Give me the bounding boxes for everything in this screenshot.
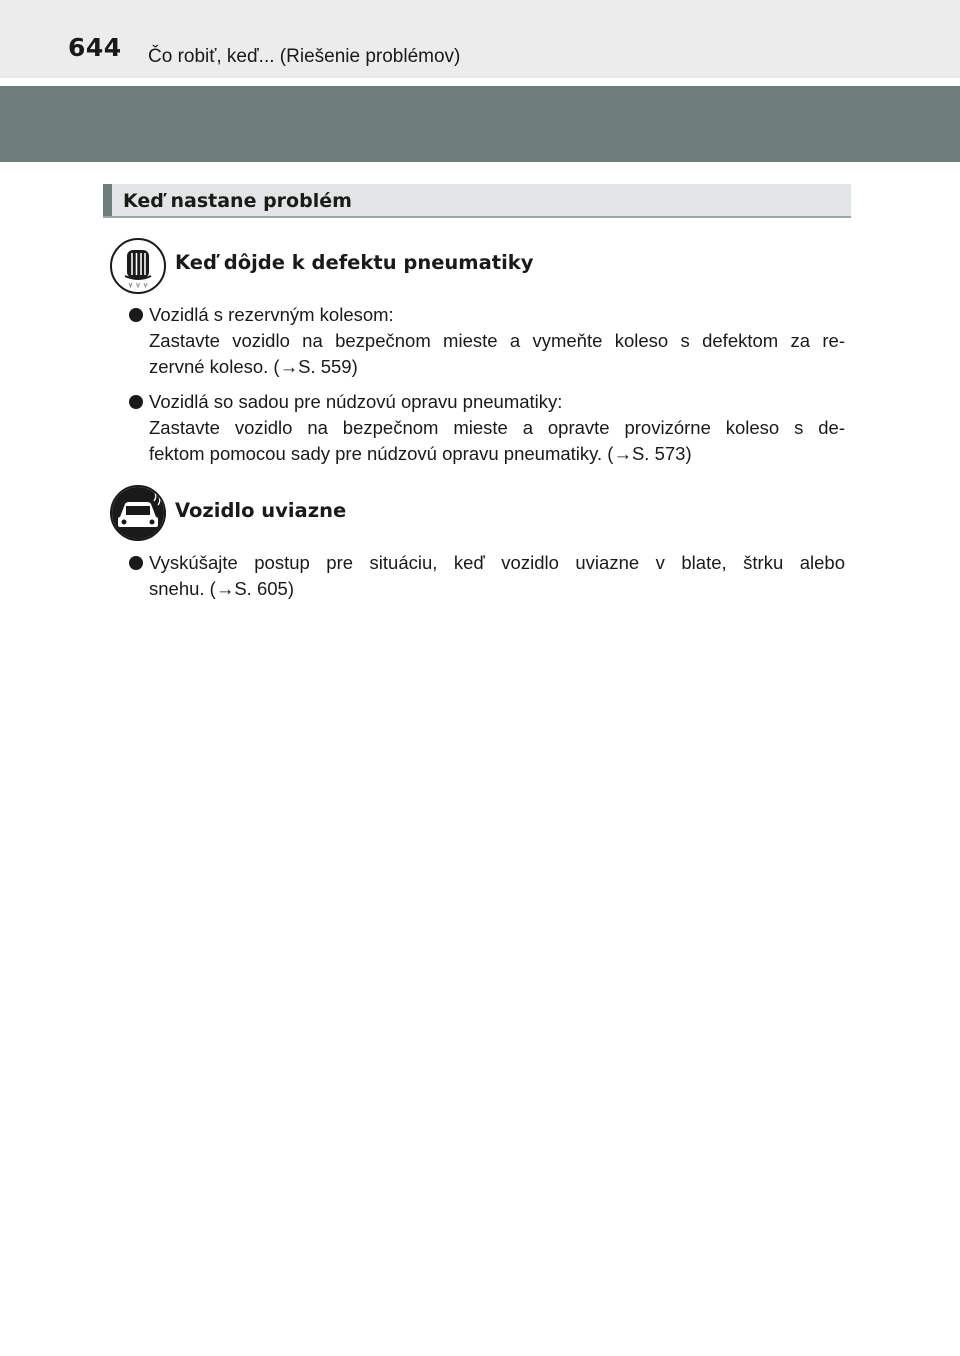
- bullet: [129, 308, 143, 322]
- item-line: Vyskúšajte postup pre situáciu, keď vozidlo uviazne v blate, štrku alebo: [149, 552, 845, 573]
- list-item: [149, 389, 845, 467]
- section-header: [103, 184, 851, 218]
- item-line: Zastavte vozidlo na bezpečnom mieste a opravte provizórne koleso s de-: [149, 417, 845, 438]
- item-line: fektom pomocou sady pre núdzovú opravu pneumatiky. (→S. 573): [149, 443, 692, 464]
- item-line: Zastavte vozidlo na bezpečnom mieste a vymeňte koleso s defektom za re-: [149, 330, 845, 351]
- section-title: Keď nastane problém: [123, 190, 352, 212]
- flat-tire-icon: [110, 238, 166, 294]
- bullet: [129, 395, 143, 409]
- running-title: Čo robiť, keď... (Riešenie problémov): [148, 46, 461, 67]
- item-line: zervné koleso. (→S. 559): [149, 356, 358, 377]
- page-number: 644: [68, 33, 122, 62]
- item-line: Vozidlá s rezervným kolesom:: [149, 304, 394, 325]
- chapter-band: [0, 86, 960, 162]
- topic-heading-flat-tire: Keď dôjde k defektu pneumatiky: [175, 251, 534, 274]
- topic-heading-stuck-vehicle: Vozidlo uviazne: [175, 499, 347, 522]
- stuck-car-icon: [110, 485, 166, 541]
- bullet: [129, 556, 143, 570]
- item-line: snehu. (→S. 605): [149, 578, 294, 599]
- header-strip: [0, 0, 960, 78]
- item-line: Vozidlá so sadou pre núdzovú opravu pneumatiky:: [149, 391, 563, 412]
- list-item: [149, 550, 845, 602]
- list-item: [149, 302, 845, 380]
- section-accent: [103, 184, 112, 216]
